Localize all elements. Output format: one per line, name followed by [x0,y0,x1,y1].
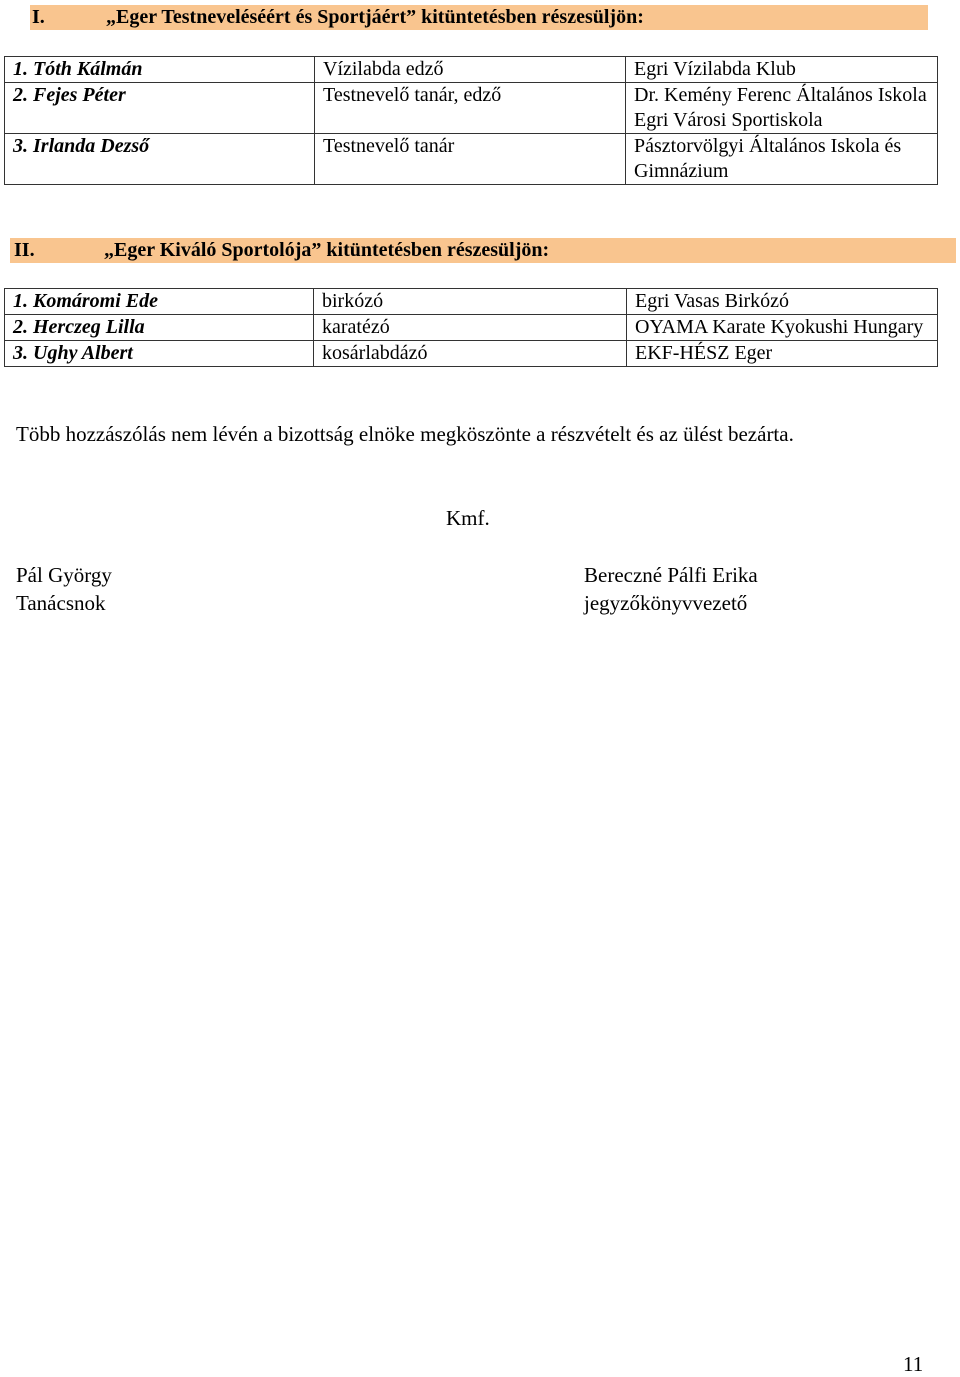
awardee-name: 2. Fejes Péter [5,83,315,134]
table-row [5,83,938,134]
signer-name: Pál György [16,563,112,587]
athlete-club: EKF-HÉSZ Eger [627,341,938,367]
section-1-heading [30,5,928,30]
signature-right [584,561,758,617]
awardee-org: Pásztorvölgyi Általános Iskola és Gimnázium [626,134,938,185]
section-1-table [4,56,938,185]
section-2-number: II. [14,239,35,261]
section-2-heading [10,238,956,263]
page-number: 11 [903,1352,924,1376]
signer-title: Tanácsnok [16,591,106,615]
table-row [5,315,938,341]
athlete-sport: birkózó [314,289,627,315]
athlete-club: Egri Vasas Birkózó [627,289,938,315]
table-row [5,57,938,83]
table-row [5,134,938,185]
athlete-sport: karatézó [314,315,627,341]
awardee-role: Testnevelő tanár [315,134,626,185]
athlete-club: OYAMA Karate Kyokushi Hungary [627,315,938,341]
athlete-name: 2. Herczeg Lilla [5,315,314,341]
awardee-org: Egri Vízilabda Klub [626,57,938,83]
signer-title: jegyzőkönyvvezető [584,591,748,615]
athlete-name: 3. Ughy Albert [5,341,314,367]
section-2-table [4,288,938,367]
signer-name: Bereczné Pálfi Erika [584,563,758,587]
closing-statement: Több hozzászólás nem lévén a bizottság elnöke megköszönte a részvételt és az ülést bezárta. [16,422,794,446]
awardee-name: 1. Tóth Kálmán [5,57,315,83]
section-1-number: I. [32,6,45,28]
kmf-label: Kmf. [446,506,490,530]
athlete-sport: kosárlabdázó [314,341,627,367]
table-row [5,341,938,367]
awardee-org: Dr. Kemény Ferenc Általános Iskola Egri Városi Sportiskola [626,83,938,134]
section-2-title: „Eger Kiváló Sportolója” kitüntetésben részesüljön: [104,239,550,261]
table-row [5,289,938,315]
signature-left [16,561,112,617]
section-1-title: „Eger Testneveléséért és Sportjáért” kitüntetésben részesüljön: [106,6,644,28]
awardee-role: Vízilabda edző [315,57,626,83]
awardee-name: 3. Irlanda Dezső [5,134,315,185]
awardee-role: Testnevelő tanár, edző [315,83,626,134]
athlete-name: 1. Komáromi Ede [5,289,314,315]
